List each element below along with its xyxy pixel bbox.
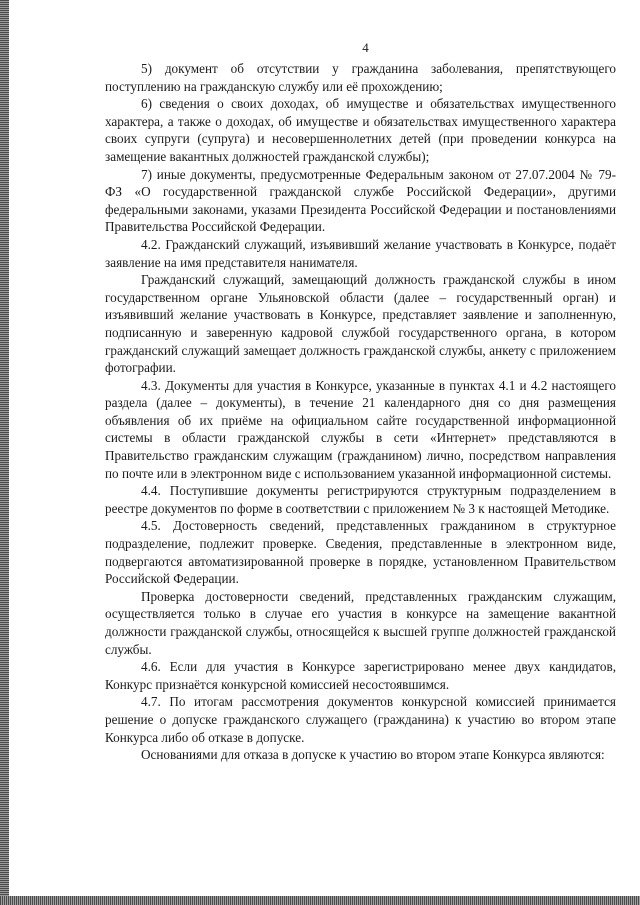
paragraph-4-5: 4.5. Достоверность сведений, представленных гражданином в структурное подразделение, подлежит проверке. Сведения, представленные в электронном виде, подвергаются автоматизированной проверке в порядке, установленном Правительством Российской Федерации. bbox=[105, 518, 616, 587]
paragraph-item-5: 5) документ об отсутствии у гражданина заболевания, препятствующего поступлению на гражданскую службу или её прохождению; bbox=[105, 61, 616, 94]
scan-edge-bottom bbox=[0, 896, 640, 905]
page-number: 4 bbox=[362, 40, 369, 55]
paragraph-4-6: 4.6. Если для участия в Конкурсе зарегистрировано менее двух кандидатов, Конкурс признаётся конкурсной комиссией несостоявшимся. bbox=[105, 659, 616, 692]
paragraph-4-3: 4.3. Документы для участия в Конкурсе, указанные в пунктах 4.1 и 4.2 настоящего раздела (далее – документы), в течение 21 календарного дня со дня размещения объявления об их приёме на официальном сайте государственной информационной системы в области гражданской службы в сети «Интернет» представляются в Правительство гражданским служащим (гражданином) лично, посредством направления по почте или в электронном виде с использованием указанной информационной системы. bbox=[105, 377, 616, 481]
paragraph-refusal-grounds: Основаниями для отказа в допуске к участию во втором этапе Конкурса являются: bbox=[141, 747, 605, 763]
document-page bbox=[105, 40, 616, 764]
paragraph-4-4: 4.4. Поступившие документы регистрируются структурным подразделением в реестре документов по форме в соответствии с приложением № 3 к настоящей Методике. bbox=[105, 483, 616, 516]
scan-edge-left bbox=[0, 0, 9, 905]
paragraph-4-2: 4.2. Гражданский служащий, изъявивший желание участвовать в Конкурсе, подаёт заявление на имя представителя нанимателя. bbox=[105, 236, 616, 270]
paragraph-4-7: 4.7. По итогам рассмотрения документов конкурсной комиссией принимается решение о допуске гражданского служащего (гражданина) к участию во втором этапе Конкурса либо об отказе в допуске. bbox=[105, 694, 616, 745]
paragraph-item-6: 6) сведения о своих доходах, об имуществе и обязательствах имущественного характера, а также о доходах, об имуществе и обязательствах имущественного характера своих супруги (супруга) и несовершеннолетних детей (при проведении конкурса на замещение вакантных должностей гражданской службы); bbox=[105, 96, 616, 164]
paragraph-item-7: 7) иные документы, предусмотренные Федеральным законом от 27.07.2004 № 79-ФЗ «О государственной гражданской службе Российской Федерации», другими федеральными законами, указами Президента Российской Федерации и постановлениями Правительства Российской Федерации. bbox=[105, 166, 616, 235]
paragraph-4-5-verification: Проверка достоверности сведений, представленных гражданским служащим, осуществляется только в случае его участия в конкурсе на замещение вакантной должности гражданской службы, относящейся к высшей группе должностей гражданской службы. bbox=[105, 588, 616, 657]
paragraph-4-2-civil-servant: Гражданский служащий, замещающий должность гражданской службы в ином государственном органе Ульяновской области (далее – государственный орган) и изъявивший желание участвовать в Конкурсе, представляет заявление и заполненную, подписанную и заверенную кадровой службой государственного органа, в котором гражданский служащий замещает должность гражданской службы, анкету с приложением фотографии. bbox=[105, 272, 616, 376]
